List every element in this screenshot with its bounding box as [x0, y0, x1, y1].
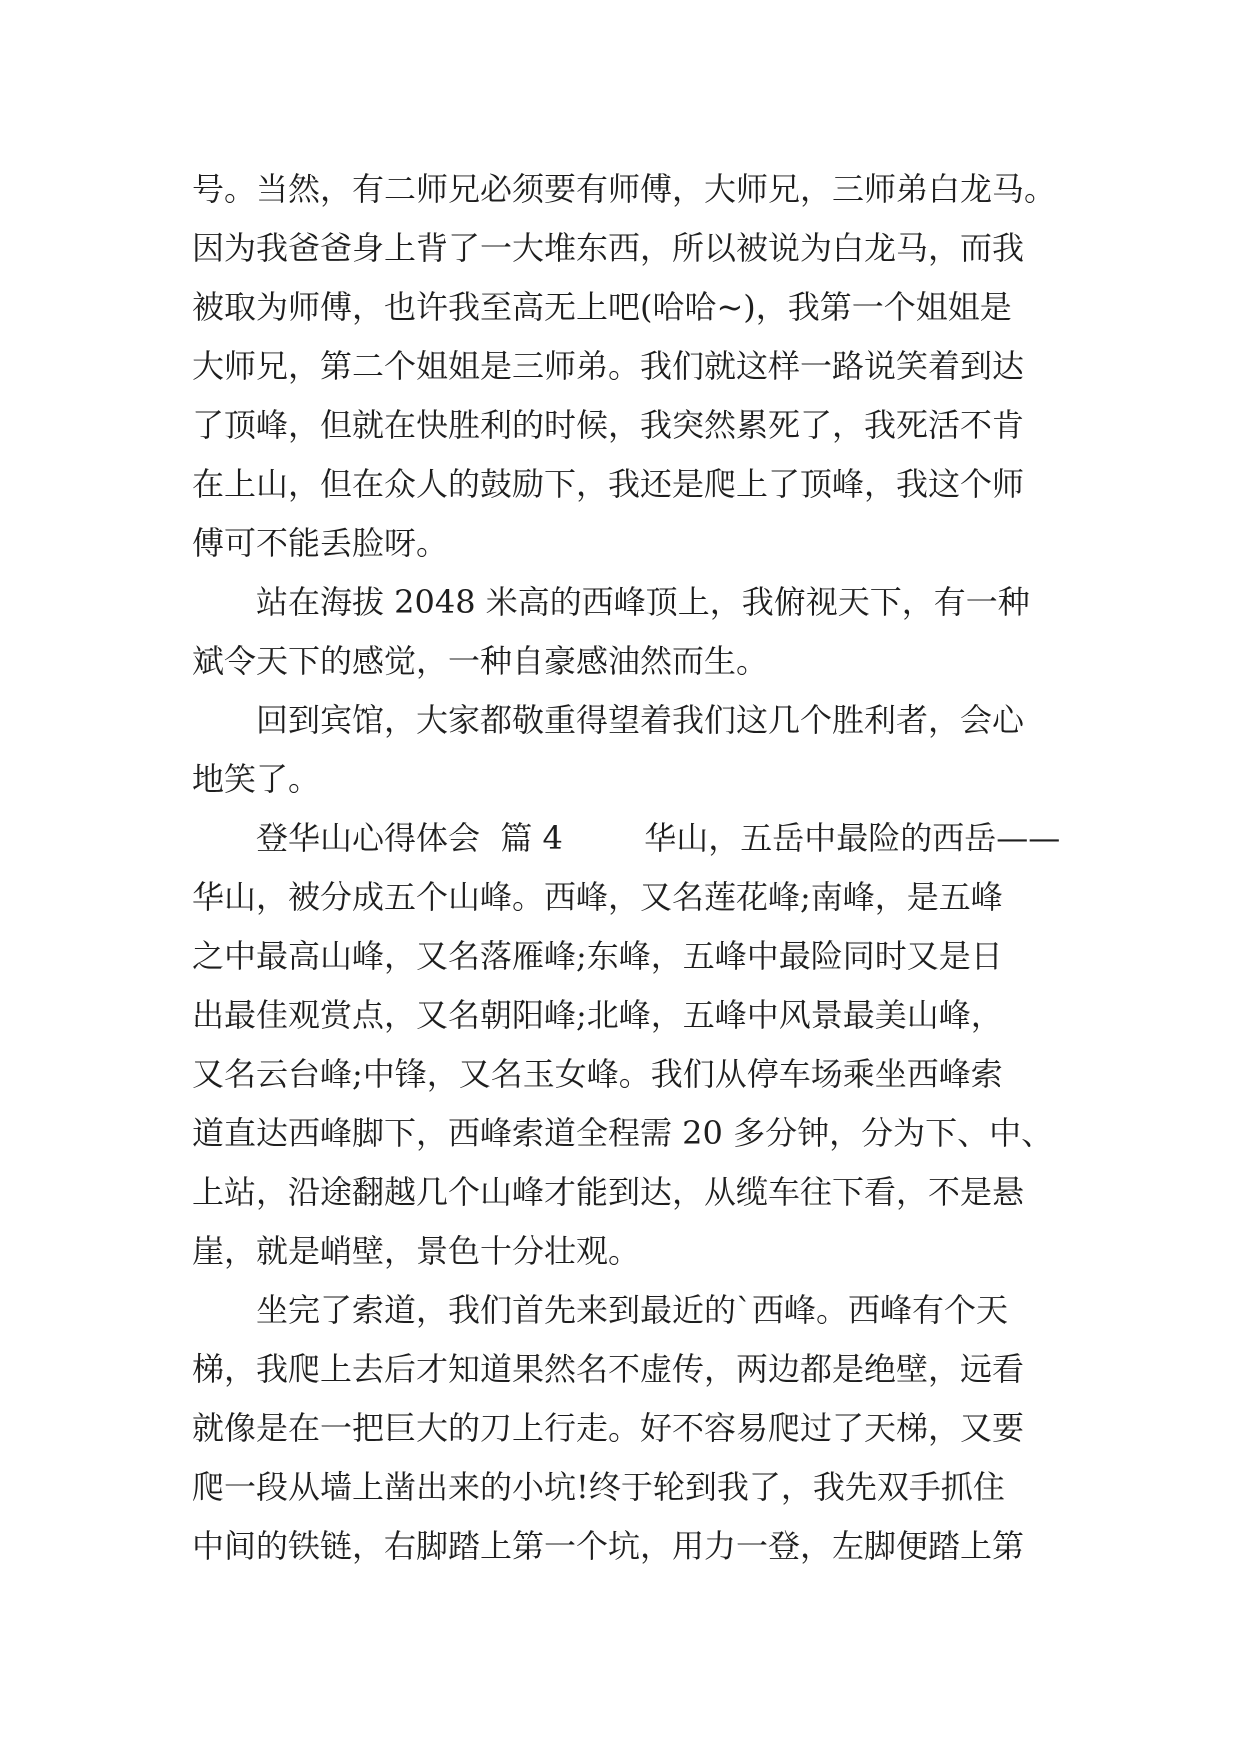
text-line: 大师兄，第二个姐姐是三师弟。我们就这样一路说笑着到达 — [192, 347, 1025, 385]
text-line: 就像是在一把巨大的刀上行走。好不容易爬过了天梯，又要 — [192, 1409, 1025, 1447]
text-line: 因为我爸爸身上背了一大堆东西，所以被说为白龙马，而我 — [192, 229, 1025, 267]
text-line: 又名云台峰;中锋，又名玉女峰。我们从停车场乘坐西峰索 — [192, 1055, 1003, 1093]
text-line: 在上山，但在众人的鼓励下，我还是爬上了顶峰，我这个师 — [192, 465, 1025, 503]
text-line: 中间的铁链，右脚踏上第一个坑，用力一登，左脚便踏上第 — [192, 1527, 1025, 1565]
text-line: 傅可不能丢脸呀。 — [192, 524, 449, 562]
text-line: 号。当然，有二师兄必须要有师傅，大师兄，三师弟白龙马。 — [192, 170, 1057, 208]
text-line: 华山，被分成五个山峰。西峰，又名莲花峰;南峰，是五峰 — [192, 878, 1003, 916]
text-line: 上站，沿途翻越几个山峰才能到达，从缆车往下看，不是悬 — [192, 1173, 1025, 1211]
document-body — [192, 160, 1072, 1576]
text-line: 爬一段从墙上凿出来的小坑!终于轮到我了，我先双手抓住 — [192, 1468, 1005, 1506]
paragraph-first-line: 站在海拔 2048 米高的西峰顶上，我俯视天下，有一种 — [256, 583, 1030, 621]
text-line: 斌令天下的感觉，一种自豪感油然而生。 — [192, 642, 769, 680]
text-line: 了顶峰，但就在快胜利的时候，我突然累死了，我死活不肯 — [192, 406, 1025, 444]
text-line: 梯，我爬上去后才知道果然名不虚传，两边都是绝壁，远看 — [192, 1350, 1025, 1388]
text-line: 之中最高山峰，又名落雁峰;东峰，五峰中最险同时又是日 — [192, 937, 1003, 975]
text-line: 出最佳观赏点，又名朝阳峰;北峰，五峰中风景最美山峰， — [192, 996, 1003, 1034]
text-line: 地笑了。 — [192, 760, 321, 798]
text-line: 道直达西峰脚下，西峰索道全程需 20 多分钟，分为下、中、 — [192, 1114, 1054, 1152]
paragraph-first-line: 回到宾馆，大家都敬重得望着我们这几个胜利者，会心 — [256, 701, 1025, 739]
paragraph-first-line: 坐完了索道，我们首先来到最近的`西峰。西峰有个天 — [256, 1291, 1009, 1329]
section-heading-line: 登华山心得体会 篇 4 华山，五岳中最险的西岳—— — [256, 819, 1061, 857]
text-line: 崖，就是峭壁，景色十分壮观。 — [192, 1232, 641, 1270]
text-line: 被取为师傅，也许我至高无上吧(哈哈~)，我第一个姐姐是 — [192, 288, 1012, 326]
